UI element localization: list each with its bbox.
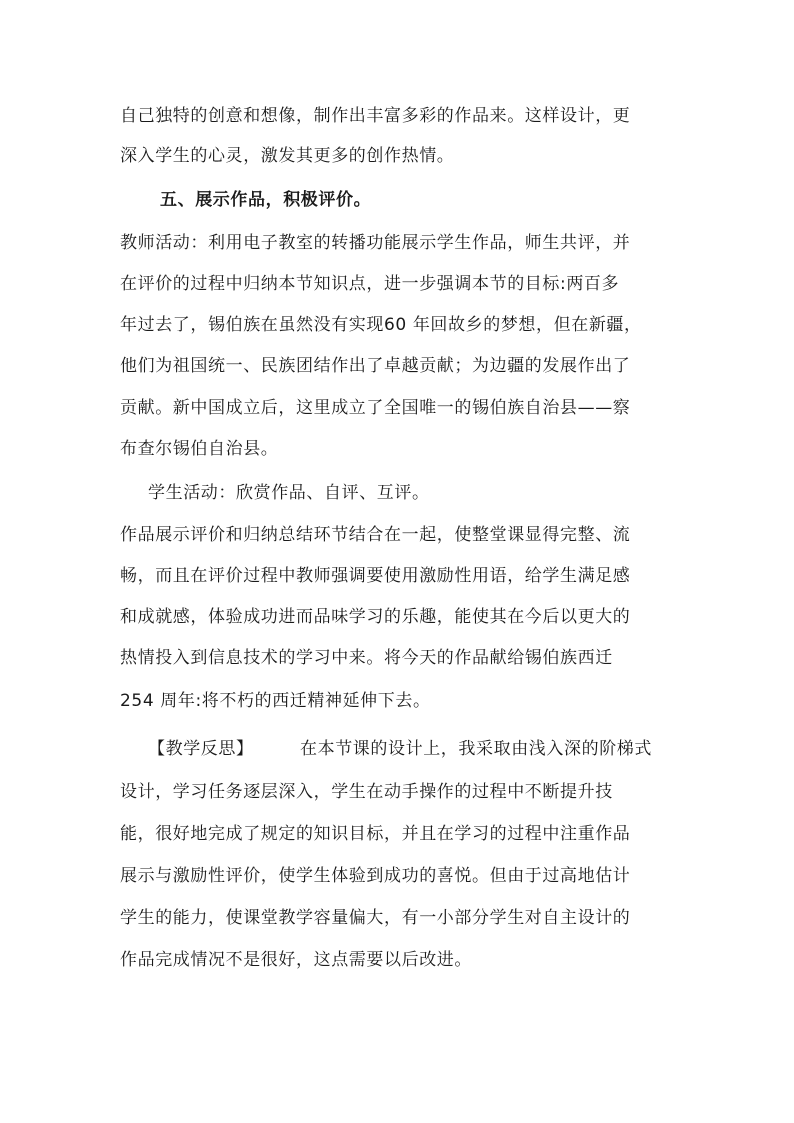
paragraph-line: 布查尔锡伯自治县。: [120, 439, 279, 459]
paragraph-line: 热情投入到信息技术的学习中来。将今天的作品献给锡伯族西迁: [120, 648, 613, 668]
paragraph-line: 贡献。新中国成立后，这里成立了全国唯一的锡伯族自治县——察: [120, 398, 631, 418]
paragraph-line: 设计，学习任务逐层深入，学生在动手操作的过程中不断提升技: [120, 782, 613, 802]
paragraph-line: 能，很好地完成了规定的知识目标，并且在学习的过程中注重作品: [120, 824, 631, 844]
paragraph-line: 教师活动：利用电子教室的转播功能展示学生作品，师生共评，并: [120, 233, 631, 253]
section-heading: 五、展示作品，积极评价。: [160, 190, 372, 210]
paragraph-line: 畅，而且在评价过程中教师强调要使用激励性用语，给学生满足感: [120, 566, 631, 586]
paragraph-line: 年过去了，锡伯族在虽然没有实现60 年回故乡的梦想，但在新疆，: [120, 315, 642, 335]
paragraph-line: 学生活动：欣赏作品、自评、互评。: [148, 483, 430, 503]
paragraph-line: 他们为祖国统一、民族团结作出了卓越贡献；为边疆的发展作出了: [120, 356, 631, 376]
paragraph-line: 在评价的过程中归纳本节知识点，进一步强调本节的目标:两百多: [120, 274, 620, 294]
paragraph-line: 作品展示评价和归纳总结环节结合在一起，使整堂课显得完整、流: [120, 525, 631, 545]
paragraph-line: 自己独特的创意和想像，制作出丰富多彩的作品来。这样设计，更: [120, 106, 631, 126]
reflection-label: 【教学反思】: [148, 739, 254, 759]
paragraph-line: 254 周年:将不朽的西迁精神延伸下去。: [120, 691, 431, 711]
paragraph-line: 深入学生的心灵，激发其更多的创作热情。: [120, 146, 455, 166]
paragraph-line: 和成就感，体验成功进而品味学习的乐趣，能使其在今后以更大的: [120, 607, 631, 627]
paragraph-line: 学生的能力，使课堂教学容量偏大，有一小部分学生对自主设计的: [120, 908, 631, 928]
paragraph-line: 在本节课的设计上，我采取由浅入深的阶梯式: [300, 739, 652, 759]
paragraph-line: 展示与激励性评价，使学生体验到成功的喜悦。但由于过高地估计: [120, 866, 631, 886]
paragraph-line: 作品完成情况不是很好，这点需要以后改进。: [120, 950, 472, 970]
